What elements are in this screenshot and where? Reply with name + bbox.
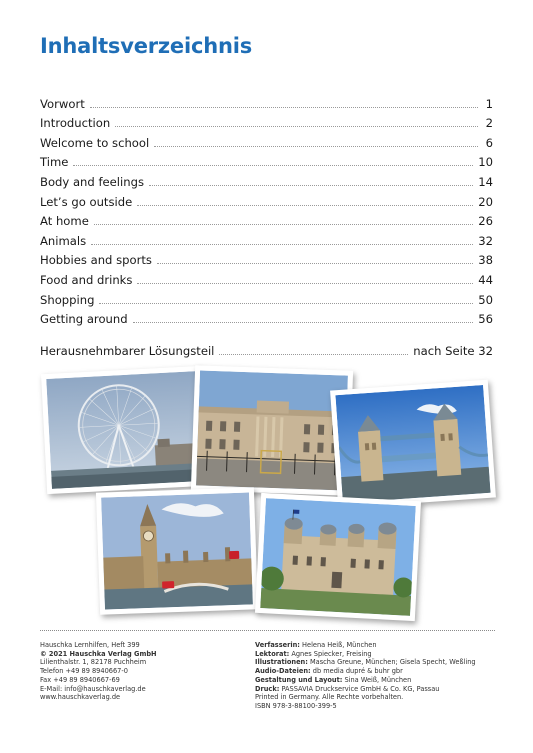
page-title: Inhaltsverzeichnis bbox=[40, 34, 253, 58]
imprint-line: Fax +49 89 8940667-69 bbox=[40, 675, 120, 684]
toc-entry-label: Body and feelings bbox=[40, 174, 144, 189]
big-ben-photo bbox=[96, 487, 258, 614]
toc-entry-solutions[interactable] bbox=[40, 338, 493, 358]
toc-entry-page: 6 bbox=[485, 135, 493, 150]
toc-entry-label: Food and drinks bbox=[40, 272, 133, 287]
imprint-line: Lilienthalstr. 1, 82178 Puchheim bbox=[40, 658, 147, 667]
toc-entry-page: 38 bbox=[478, 253, 493, 268]
toc-leader bbox=[149, 185, 473, 186]
toc-entry-page: 32 bbox=[478, 233, 493, 248]
credit-key: Druck: bbox=[255, 684, 280, 693]
toc-entry[interactable] bbox=[40, 248, 493, 268]
toc-entry-label: Getting around bbox=[40, 312, 128, 327]
tower-of-london-photo bbox=[255, 493, 421, 621]
toc-entry[interactable] bbox=[40, 169, 493, 189]
imprint-line: E-Mail: info@hauschkaverlag.de bbox=[40, 684, 146, 693]
toc-entry-label: Animals bbox=[40, 233, 87, 248]
toc-entry-label: Let’s go outside bbox=[40, 194, 133, 209]
credit-value: PASSAVIA Druckservice GmbH & Co. KG, Passau bbox=[279, 684, 440, 693]
toc-entry-page: 1 bbox=[485, 96, 493, 111]
toc-entry[interactable] bbox=[40, 267, 493, 287]
toc-entry-page: 2 bbox=[485, 116, 493, 131]
toc-entry-page: 26 bbox=[478, 214, 493, 229]
toc-entry-label: Introduction bbox=[40, 116, 111, 131]
toc-leader bbox=[94, 224, 473, 225]
toc-leader bbox=[133, 322, 474, 323]
credit-key: Illustrationen: bbox=[255, 658, 308, 667]
toc-entry-page: 50 bbox=[478, 292, 493, 307]
credit-key: Verfasserin: bbox=[255, 641, 300, 649]
credit-value: ISBN 978-3-88100-399-5 bbox=[255, 701, 337, 710]
toc-entry-label: Herausnehmbarer Lösungsteil bbox=[40, 343, 215, 358]
tower-bridge-photo bbox=[330, 380, 496, 509]
credit-line bbox=[255, 650, 505, 659]
toc-entry-page: 20 bbox=[478, 194, 493, 209]
credit-key: Lektorat: bbox=[255, 649, 290, 658]
toc-entry[interactable] bbox=[40, 189, 493, 209]
toc-leader bbox=[90, 107, 478, 108]
london-eye-photo bbox=[41, 366, 207, 494]
toc-entry[interactable] bbox=[40, 307, 493, 327]
toc-entry[interactable] bbox=[40, 130, 493, 150]
toc-entry-label: Vorwort bbox=[40, 96, 85, 111]
imprint-line: © 2021 Hauschka Verlag GmbH bbox=[40, 649, 157, 658]
credit-line bbox=[255, 685, 505, 694]
toc-leader bbox=[154, 146, 478, 147]
toc-leader bbox=[219, 354, 408, 355]
credit-value: Agnes Spiecker, Freising bbox=[289, 649, 372, 658]
toc-entry-label: Welcome to school bbox=[40, 135, 150, 150]
toc-leader bbox=[73, 165, 473, 166]
credit-line bbox=[255, 702, 505, 711]
imprint-line: www.hauschkaverlag.de bbox=[40, 693, 121, 702]
toc-entry-page: 14 bbox=[478, 174, 493, 189]
credit-key: Gestaltung und Layout: bbox=[255, 675, 343, 684]
buckingham-palace-photo bbox=[191, 365, 353, 495]
imprint-line: Hauschka Lernhilfen, Heft 399 bbox=[40, 641, 140, 649]
toc-leader bbox=[137, 283, 473, 284]
credit-key: Audio-Dateien: bbox=[255, 667, 311, 676]
toc-entry-page: 44 bbox=[478, 272, 493, 287]
credit-value: Helena Heiß, München bbox=[299, 641, 377, 649]
toc-entry-label: Shopping bbox=[40, 292, 95, 307]
credit-line bbox=[255, 693, 505, 702]
toc-leader bbox=[115, 126, 478, 127]
toc-entry-page: 56 bbox=[478, 312, 493, 327]
credit-value: Sina Weiß, München bbox=[342, 675, 412, 684]
toc-entry[interactable] bbox=[40, 91, 493, 111]
toc-entry-label: At home bbox=[40, 214, 89, 229]
toc-entry-label: Hobbies and sports bbox=[40, 253, 152, 268]
credit-line bbox=[255, 667, 505, 676]
credit-line bbox=[255, 641, 505, 650]
toc-leader bbox=[99, 303, 473, 304]
footer-divider bbox=[40, 630, 495, 631]
toc-leader bbox=[91, 244, 473, 245]
toc-leader bbox=[137, 205, 473, 206]
toc-entry-label: Time bbox=[40, 155, 69, 170]
toc-entry[interactable] bbox=[40, 209, 493, 229]
toc-entry[interactable] bbox=[40, 111, 493, 131]
publisher-imprint bbox=[40, 641, 240, 702]
credit-value: Mascha Greune, München; Gisela Specht, Weßling bbox=[307, 658, 476, 667]
toc-entry[interactable] bbox=[40, 228, 493, 248]
toc-entry[interactable] bbox=[40, 287, 493, 307]
toc-leader bbox=[157, 263, 473, 264]
credits-imprint bbox=[255, 641, 505, 711]
credit-value: db media dupré & buhr gbr bbox=[310, 667, 403, 676]
credit-line bbox=[255, 658, 505, 667]
table-of-contents bbox=[40, 91, 493, 358]
toc-entry[interactable] bbox=[40, 150, 493, 170]
toc-entry-page: nach Seite 32 bbox=[413, 343, 493, 358]
credit-value: Printed in Germany. Alle Rechte vorbehalten. bbox=[255, 693, 404, 702]
credit-line bbox=[255, 676, 505, 685]
toc-entry-page: 10 bbox=[478, 155, 493, 170]
imprint-line: Telefon +49 89 8940667-0 bbox=[40, 667, 128, 676]
